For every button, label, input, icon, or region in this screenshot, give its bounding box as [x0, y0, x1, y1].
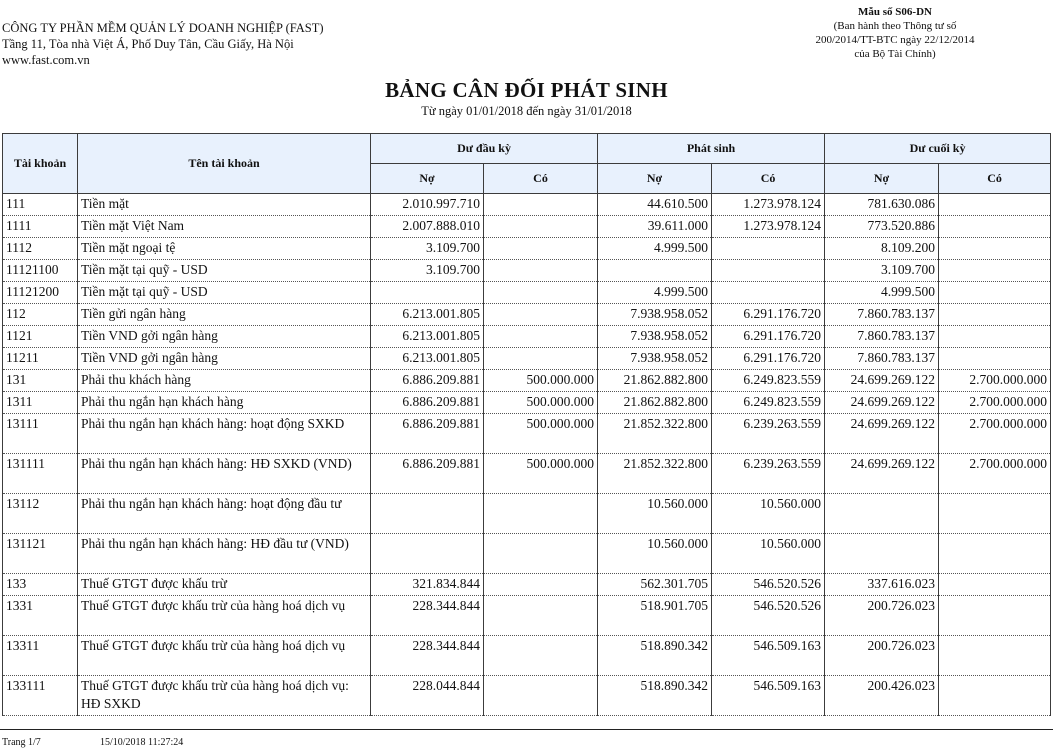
company-address: Tầng 11, Tòa nhà Việt Á, Phố Duy Tân, Cầu Giấy, Hà Nội	[2, 37, 294, 51]
opening-debit-cell: 6.213.001.805	[371, 326, 484, 348]
account-name-cell: Thuế GTGT được khấu trừ	[78, 574, 371, 596]
opening-credit-cell: 500.000.000	[484, 454, 598, 494]
opening-debit-cell: 6.886.209.881	[371, 370, 484, 392]
movement-credit-cell: 6.249.823.559	[712, 392, 825, 414]
opening-debit-cell	[371, 494, 484, 534]
movement-credit-cell: 6.291.176.720	[712, 304, 825, 326]
closing-credit-cell	[939, 596, 1051, 636]
closing-credit-cell	[939, 238, 1051, 260]
account-code-cell: 1331	[3, 596, 78, 636]
table-row	[3, 494, 1051, 534]
account-name-cell: Tiền mặt tại quỹ - USD	[78, 260, 371, 282]
movement-debit-cell: 21.852.322.800	[598, 414, 712, 454]
report-title: BẢNG CÂN ĐỐI PHÁT SINH	[385, 78, 668, 102]
account-code-cell: 133	[3, 574, 78, 596]
header-movement: Phát sinh	[598, 134, 825, 164]
closing-credit-cell	[939, 636, 1051, 676]
header-closing-balance: Dư cuối kỳ	[825, 134, 1051, 164]
closing-debit-cell	[825, 534, 939, 574]
closing-debit-cell: 24.699.269.122	[825, 370, 939, 392]
header-account: Tài khoản	[3, 134, 78, 194]
account-code-cell: 11211	[3, 348, 78, 370]
movement-credit-cell	[712, 238, 825, 260]
table-row	[3, 304, 1051, 326]
opening-credit-cell	[484, 194, 598, 216]
table-row	[3, 596, 1051, 636]
movement-credit-cell: 1.273.978.124	[712, 216, 825, 238]
header-opening-debit: Nợ	[371, 164, 484, 194]
account-code-cell: 1112	[3, 238, 78, 260]
table-row	[3, 260, 1051, 282]
account-name-cell: Tiền mặt	[78, 194, 371, 216]
movement-credit-cell: 546.509.163	[712, 676, 825, 716]
table-row	[3, 238, 1051, 260]
opening-credit-cell	[484, 534, 598, 574]
closing-credit-cell: 2.700.000.000	[939, 414, 1051, 454]
account-name-cell: Tiền mặt tại quỹ - USD	[78, 282, 371, 304]
opening-debit-cell: 2.007.888.010	[371, 216, 484, 238]
opening-debit-cell: 2.010.997.710	[371, 194, 484, 216]
opening-debit-cell: 228.044.844	[371, 676, 484, 716]
closing-debit-cell: 781.630.086	[825, 194, 939, 216]
movement-debit-cell: 518.890.342	[598, 636, 712, 676]
report-period: Từ ngày 01/01/2018 đến ngày 31/01/2018	[421, 104, 632, 118]
table-row	[3, 326, 1051, 348]
account-code-cell: 1121	[3, 326, 78, 348]
closing-credit-cell	[939, 326, 1051, 348]
account-code-cell: 11121100	[3, 260, 78, 282]
closing-credit-cell: 2.700.000.000	[939, 454, 1051, 494]
company-name: CÔNG TY PHẦN MỀM QUẢN LÝ DOANH NGHIỆP (FAST)	[2, 21, 324, 35]
header-opening-credit: Có	[484, 164, 598, 194]
closing-debit-cell: 337.616.023	[825, 574, 939, 596]
account-code-cell: 131121	[3, 534, 78, 574]
account-name-cell: Tiền VND gởi ngân hàng	[78, 348, 371, 370]
closing-debit-cell	[825, 494, 939, 534]
closing-credit-cell	[939, 348, 1051, 370]
trial-balance-table	[2, 133, 1051, 716]
account-code-cell: 1111	[3, 216, 78, 238]
movement-credit-cell	[712, 260, 825, 282]
opening-credit-cell	[484, 574, 598, 596]
closing-credit-cell	[939, 574, 1051, 596]
table-row	[3, 282, 1051, 304]
movement-debit-cell: 4.999.500	[598, 282, 712, 304]
opening-credit-cell	[484, 304, 598, 326]
closing-debit-cell: 200.726.023	[825, 596, 939, 636]
closing-credit-cell	[939, 282, 1051, 304]
opening-debit-cell: 228.344.844	[371, 596, 484, 636]
account-name-cell: Thuế GTGT được khấu trừ của hàng hoá dịch vụ: HĐ SXKD	[78, 676, 371, 716]
table-row	[3, 216, 1051, 238]
table-row	[3, 534, 1051, 574]
movement-debit-cell: 518.901.705	[598, 596, 712, 636]
account-name-cell: Phải thu ngắn hạn khách hàng: HĐ SXKD (VND)	[78, 454, 371, 494]
opening-debit-cell: 6.886.209.881	[371, 414, 484, 454]
table-row	[3, 454, 1051, 494]
account-code-cell: 13111	[3, 414, 78, 454]
movement-credit-cell	[712, 282, 825, 304]
account-code-cell: 131111	[3, 454, 78, 494]
movement-debit-cell: 21.862.882.800	[598, 392, 712, 414]
form-info	[775, 5, 1015, 61]
company-info	[2, 20, 324, 68]
form-info-line-3: của Bộ Tài Chính)	[854, 48, 936, 60]
account-name-cell: Phải thu ngắn hạn khách hàng: HĐ đầu tư (VND)	[78, 534, 371, 574]
closing-debit-cell: 24.699.269.122	[825, 414, 939, 454]
account-name-cell: Thuế GTGT được khấu trừ của hàng hoá dịch vụ	[78, 636, 371, 676]
closing-credit-cell	[939, 216, 1051, 238]
header-closing-debit: Nợ	[825, 164, 939, 194]
form-info-line-2: 200/2014/TT-BTC ngày 22/12/2014	[815, 34, 975, 46]
header-movement-debit: Nợ	[598, 164, 712, 194]
account-code-cell: 1311	[3, 392, 78, 414]
opening-credit-cell	[484, 326, 598, 348]
movement-debit-cell: 7.938.958.052	[598, 326, 712, 348]
closing-debit-cell: 200.726.023	[825, 636, 939, 676]
opening-debit-cell: 6.213.001.805	[371, 304, 484, 326]
company-website: www.fast.com.vn	[2, 53, 90, 67]
closing-debit-cell: 7.860.783.137	[825, 348, 939, 370]
opening-credit-cell	[484, 596, 598, 636]
movement-debit-cell	[598, 260, 712, 282]
account-code-cell: 112	[3, 304, 78, 326]
movement-debit-cell: 7.938.958.052	[598, 304, 712, 326]
closing-debit-cell: 200.426.023	[825, 676, 939, 716]
footer-divider	[0, 729, 1053, 730]
closing-credit-cell	[939, 194, 1051, 216]
closing-credit-cell: 2.700.000.000	[939, 392, 1051, 414]
table-row	[3, 194, 1051, 216]
account-name-cell: Phải thu khách hàng	[78, 370, 371, 392]
opening-debit-cell: 228.344.844	[371, 636, 484, 676]
account-name-cell: Tiền mặt ngoại tệ	[78, 238, 371, 260]
closing-credit-cell: 2.700.000.000	[939, 370, 1051, 392]
movement-credit-cell: 10.560.000	[712, 534, 825, 574]
closing-debit-cell: 7.860.783.137	[825, 326, 939, 348]
movement-credit-cell: 6.249.823.559	[712, 370, 825, 392]
opening-credit-cell: 500.000.000	[484, 414, 598, 454]
opening-debit-cell: 3.109.700	[371, 260, 484, 282]
table-row	[3, 636, 1051, 676]
movement-credit-cell: 6.291.176.720	[712, 348, 825, 370]
closing-credit-cell	[939, 260, 1051, 282]
account-code-cell: 11121200	[3, 282, 78, 304]
movement-debit-cell: 21.852.322.800	[598, 454, 712, 494]
movement-debit-cell: 518.890.342	[598, 676, 712, 716]
closing-credit-cell	[939, 494, 1051, 534]
closing-debit-cell: 773.520.886	[825, 216, 939, 238]
movement-credit-cell: 1.273.978.124	[712, 194, 825, 216]
table-row	[3, 676, 1051, 716]
closing-debit-cell: 7.860.783.137	[825, 304, 939, 326]
account-name-cell: Thuế GTGT được khấu trừ của hàng hoá dịch vụ	[78, 596, 371, 636]
movement-credit-cell: 546.520.526	[712, 574, 825, 596]
opening-credit-cell	[484, 636, 598, 676]
movement-debit-cell: 10.560.000	[598, 494, 712, 534]
table-row	[3, 348, 1051, 370]
opening-debit-cell: 3.109.700	[371, 238, 484, 260]
movement-debit-cell: 21.862.882.800	[598, 370, 712, 392]
account-code-cell: 13311	[3, 636, 78, 676]
header-account-name: Tên tài khoản	[78, 134, 371, 194]
movement-credit-cell: 6.239.263.559	[712, 454, 825, 494]
opening-credit-cell	[484, 216, 598, 238]
table-row	[3, 370, 1051, 392]
movement-credit-cell: 546.509.163	[712, 636, 825, 676]
header-opening-balance: Dư đầu kỳ	[371, 134, 598, 164]
movement-credit-cell: 546.520.526	[712, 596, 825, 636]
account-code-cell: 131	[3, 370, 78, 392]
form-info-line-1: (Ban hành theo Thông tư số	[833, 20, 957, 32]
closing-credit-cell	[939, 304, 1051, 326]
header-closing-credit: Có	[939, 164, 1051, 194]
opening-credit-cell	[484, 260, 598, 282]
opening-credit-cell	[484, 676, 598, 716]
opening-debit-cell: 6.886.209.881	[371, 392, 484, 414]
account-name-cell: Tiền gửi ngân hàng	[78, 304, 371, 326]
movement-debit-cell: 4.999.500	[598, 238, 712, 260]
movement-credit-cell: 6.239.263.559	[712, 414, 825, 454]
account-name-cell: Phải thu ngắn hạn khách hàng: hoạt động đầu tư	[78, 494, 371, 534]
opening-credit-cell: 500.000.000	[484, 370, 598, 392]
movement-debit-cell: 39.611.000	[598, 216, 712, 238]
account-name-cell: Phải thu ngắn hạn khách hàng: hoạt động SXKD	[78, 414, 371, 454]
opening-debit-cell: 321.834.844	[371, 574, 484, 596]
opening-debit-cell: 6.886.209.881	[371, 454, 484, 494]
table-row	[3, 392, 1051, 414]
opening-credit-cell	[484, 238, 598, 260]
closing-credit-cell	[939, 534, 1051, 574]
opening-debit-cell	[371, 282, 484, 304]
account-code-cell: 133111	[3, 676, 78, 716]
closing-debit-cell: 24.699.269.122	[825, 392, 939, 414]
opening-debit-cell	[371, 534, 484, 574]
table-row	[3, 414, 1051, 454]
form-code: Mẫu số S06-DN	[858, 6, 932, 18]
header-movement-credit: Có	[712, 164, 825, 194]
opening-credit-cell: 500.000.000	[484, 392, 598, 414]
opening-credit-cell	[484, 494, 598, 534]
closing-debit-cell: 8.109.200	[825, 238, 939, 260]
movement-debit-cell: 7.938.958.052	[598, 348, 712, 370]
opening-credit-cell	[484, 282, 598, 304]
movement-credit-cell: 6.291.176.720	[712, 326, 825, 348]
opening-debit-cell: 6.213.001.805	[371, 348, 484, 370]
movement-debit-cell: 44.610.500	[598, 194, 712, 216]
movement-credit-cell: 10.560.000	[712, 494, 825, 534]
printed-timestamp: 15/10/2018 11:27:24	[100, 737, 184, 748]
account-name-cell: Phải thu ngắn hạn khách hàng	[78, 392, 371, 414]
account-name-cell: Tiền mặt Việt Nam	[78, 216, 371, 238]
closing-debit-cell: 4.999.500	[825, 282, 939, 304]
table-row	[3, 574, 1051, 596]
opening-credit-cell	[484, 348, 598, 370]
movement-debit-cell: 562.301.705	[598, 574, 712, 596]
account-name-cell: Tiền VND gởi ngân hàng	[78, 326, 371, 348]
page-number: Trang 1/7	[2, 737, 41, 748]
account-code-cell: 111	[3, 194, 78, 216]
movement-debit-cell: 10.560.000	[598, 534, 712, 574]
closing-debit-cell: 24.699.269.122	[825, 454, 939, 494]
account-code-cell: 13112	[3, 494, 78, 534]
closing-debit-cell: 3.109.700	[825, 260, 939, 282]
closing-credit-cell	[939, 676, 1051, 716]
table-body	[3, 194, 1051, 716]
